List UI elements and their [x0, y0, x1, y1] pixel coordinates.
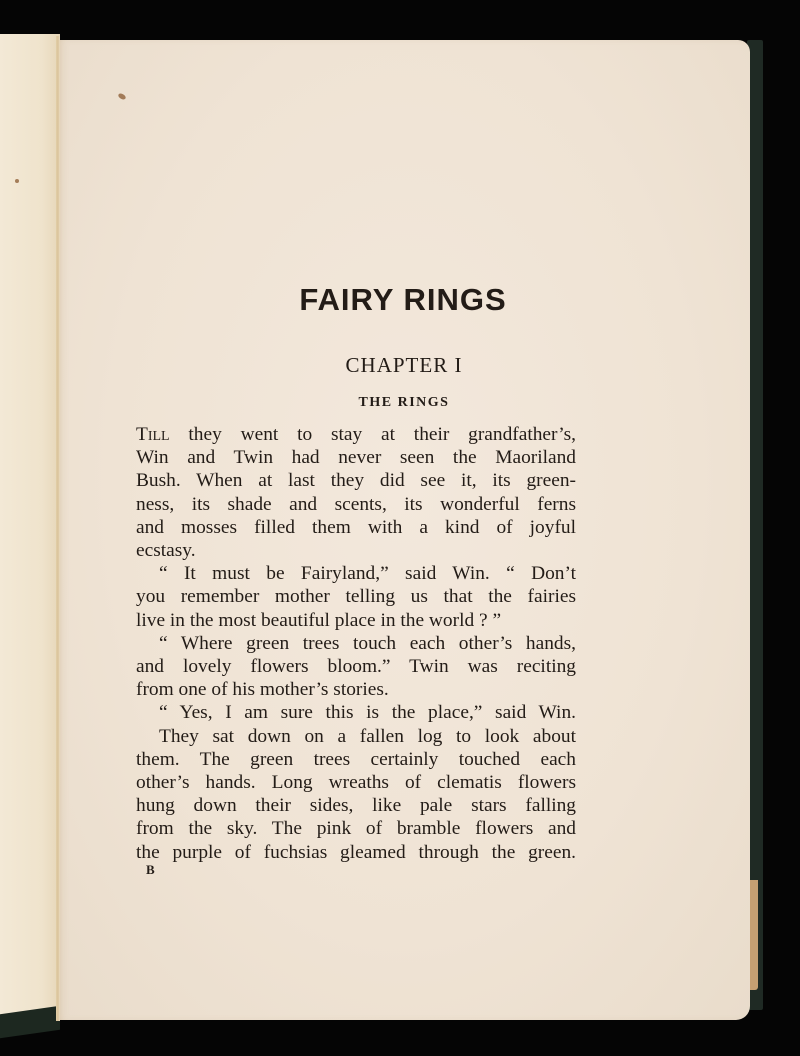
text-line: They sat down on a fallen log to look about: [159, 725, 576, 747]
book-gutter: [56, 36, 60, 1021]
text-line: other’s hands. Long wreaths of clematis flowers: [136, 772, 576, 794]
text-line: “ It must be Fairyland,” said Win. “ Don’t: [159, 563, 576, 585]
text-line: “ Yes, I am sure this is the place,” said Win.: [159, 702, 576, 724]
text-line: ecstasy.: [136, 540, 196, 562]
body-text: [136, 423, 576, 864]
text-line: “ Where green trees touch each other’s hands,: [159, 632, 576, 654]
drop-word: Till: [136, 424, 170, 445]
text-line: Till they went to stay at their grandfather’s,: [136, 424, 576, 445]
text-line: and mosses filled them with a kind of joyful: [136, 516, 576, 538]
text-line: live in the most beautiful place in the world ? ”: [136, 609, 502, 631]
chapter-title: THE RINGS: [358, 395, 450, 410]
foxing-spot: [15, 179, 19, 183]
book-title: FAIRY RINGS: [299, 282, 507, 317]
text-line: from the sky. The pink of bramble flowers and: [136, 818, 576, 840]
text-line: Win and Twin had never seen the Maoriland: [136, 447, 576, 469]
text-line: ness, its shade and scents, its wonderful ferns: [136, 493, 576, 515]
text-line: them. The green trees certainly touched each: [136, 748, 576, 770]
text-line: hung down their sides, like pale stars falling: [136, 795, 576, 817]
text-line: and lovely flowers bloom.” Twin was reciting: [136, 656, 576, 678]
text-line: Bush. When at last they did see it, its green-: [136, 470, 576, 492]
signature-mark: B: [146, 862, 155, 877]
text-line: the purple of fuchsias gleamed through the green.: [136, 841, 576, 863]
chapter-heading: CHAPTER I: [345, 353, 463, 377]
text-line: from one of his mother’s stories.: [136, 679, 389, 701]
text-line: you remember mother telling us that the fairies: [136, 586, 576, 608]
left-page-edge: [0, 34, 60, 1018]
